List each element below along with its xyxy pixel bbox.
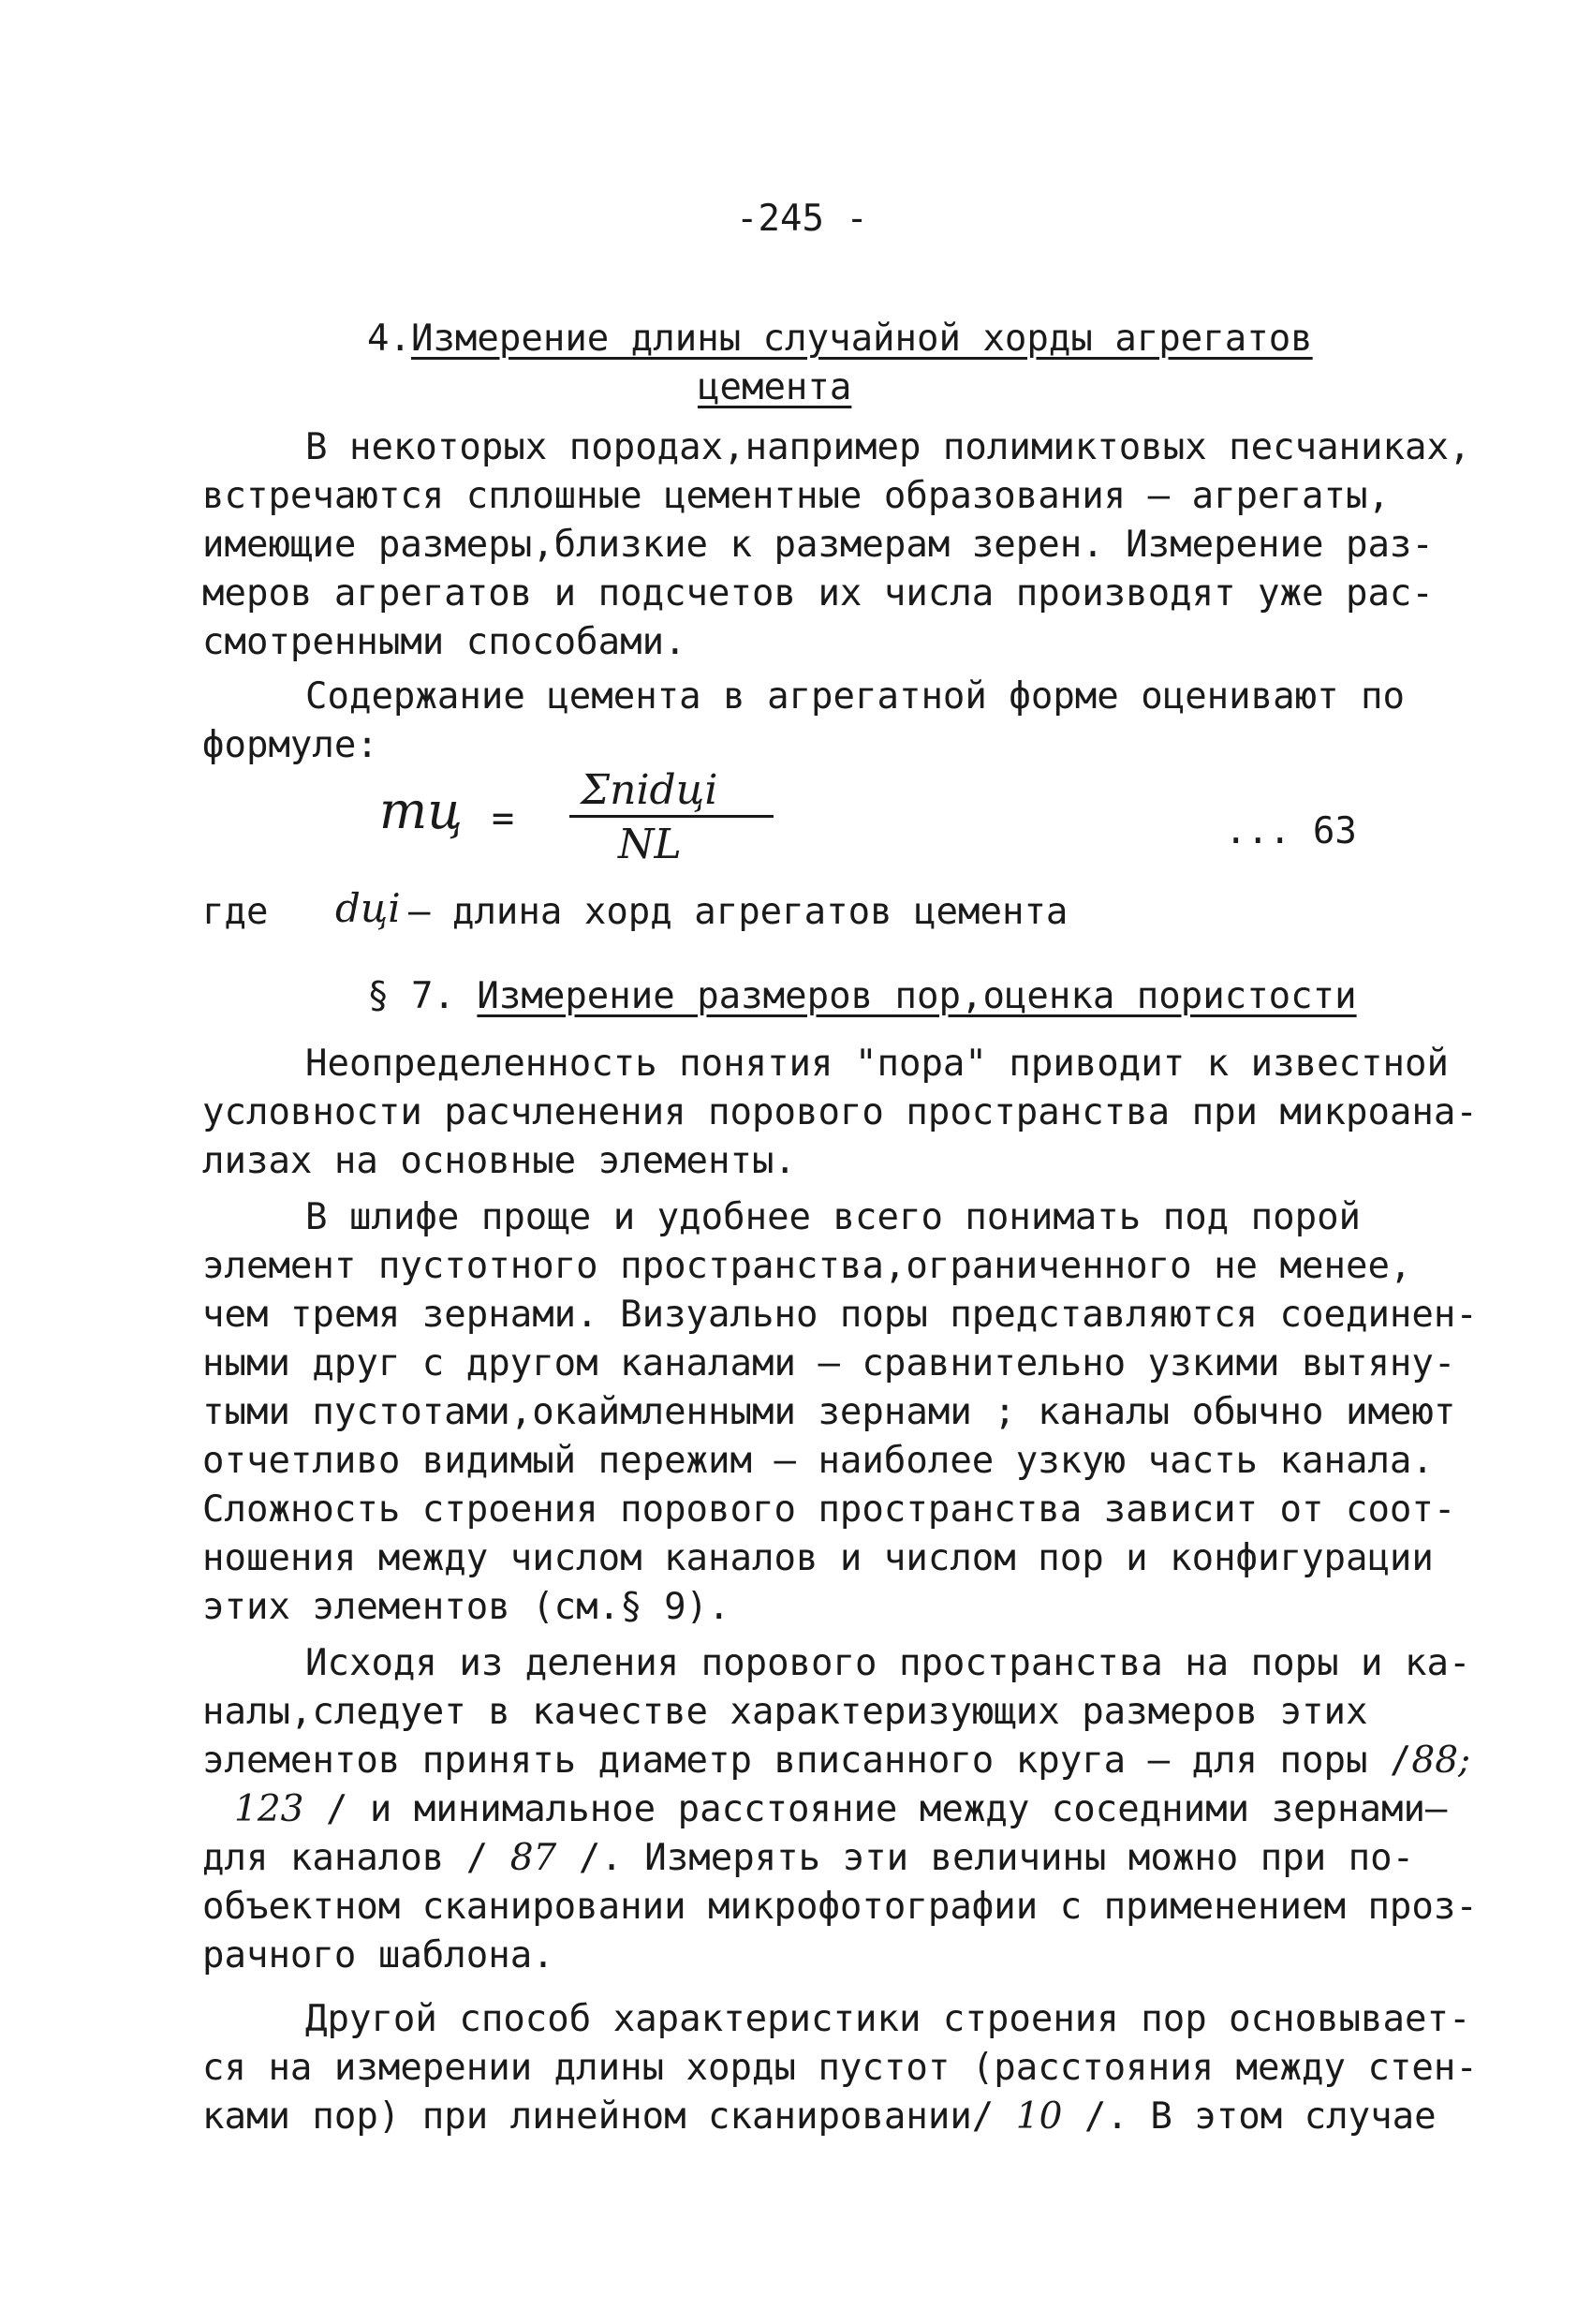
paragraph-4-line: чем тремя зернами. Визуально поры представляются соединен- — [202, 1294, 1478, 1336]
where-text: – длина хорд агрегатов цемента — [408, 891, 1069, 933]
paragraph-5-line — [234, 1785, 1447, 1834]
paragraph-6-text: /. В этом случае — [1083, 2095, 1437, 2138]
citation-ref: 10 — [1015, 2095, 1063, 2138]
section-4-number: 4. — [367, 318, 411, 360]
paragraph-1-line: В некоторых породах,например полимиктовых песчаниках, — [305, 426, 1471, 468]
where-symbol: dцi — [335, 885, 401, 931]
paragraph-5-text: элементов принять диаметр вписанного круга – для поры / — [202, 1739, 1412, 1782]
paragraph-4-line: В шлифе проще и удобнее всего понимать под порой — [305, 1196, 1362, 1238]
paragraph-4-line: элемент пустотного пространства,ограниченного не менее, — [202, 1245, 1412, 1287]
formula-equals: = — [492, 797, 515, 840]
formula-denominator: NL — [618, 821, 682, 868]
paragraph-6-line: ся на измерении длины хорды пустот (расстояния между стен- — [202, 2047, 1478, 2089]
formula-fraction-bar — [569, 815, 774, 818]
formula-number: ... 63 — [1225, 810, 1357, 852]
paragraph-1-line: меров агрегатов и подсчетов их числа производят уже рас- — [202, 572, 1434, 614]
page-number: -245 - — [736, 198, 868, 240]
paragraph-5-line — [202, 1834, 1414, 1883]
paragraph-3-line: Неопределенность понятия "пора" приводит к известной — [305, 1043, 1449, 1085]
paragraph-4-line: Сложность строения порового пространства зависит от соот- — [202, 1488, 1456, 1531]
paragraph-5-line: Исходя из деления порового пространства на поры и ка- — [305, 1642, 1471, 1684]
paragraph-4-line: ными друг с другом каналами – сравнительно узкими вытяну- — [202, 1342, 1456, 1384]
paragraph-5-text: для каналов / — [202, 1837, 489, 1879]
section-4-title-line2: цемента — [698, 366, 852, 408]
paragraph-1-line: имеющие размеры,близкие к размерам зерен. Измерение раз- — [202, 524, 1434, 566]
section-7-title: Измерение размеров пор,оценка пористости — [477, 975, 1357, 1017]
paragraph-5-text: /. Измерять эти величины можно при по- — [578, 1837, 1415, 1879]
paragraph-5-text: / и минимальное расстояние между соседними зернами– — [325, 1788, 1448, 1830]
citation-ref: 123 — [234, 1788, 304, 1830]
paragraph-6-line: Другой способ характеристики строения пор основывает- — [305, 1998, 1471, 2040]
formula-lhs: mц — [379, 781, 463, 840]
where-label: где — [202, 891, 269, 933]
paragraph-1-line: смотренными способами. — [202, 621, 686, 663]
section-7-heading — [367, 972, 1357, 1021]
formula-numerator: Σnidцi — [581, 766, 718, 814]
paragraph-2-line: формуле: — [202, 724, 378, 766]
paragraph-3-line: лизах на основные элементы. — [202, 1140, 796, 1182]
paragraph-4-line: тыми пустотами,окаймленными зернами ; каналы обычно имеют — [202, 1391, 1456, 1433]
citation-ref: 88; — [1411, 1739, 1471, 1782]
paragraph-6-line — [202, 2093, 1437, 2141]
section-7-mark: § 7. — [367, 975, 455, 1017]
paragraph-5-line: объектном сканировании микрофотографии с применением проз- — [202, 1886, 1478, 1928]
citation-ref: 87 — [509, 1837, 557, 1879]
paragraph-4-line: этих элементов (см.§ 9). — [202, 1586, 730, 1628]
paragraph-5-line — [202, 1737, 1470, 1785]
paragraph-1-line: встречаются сплошные цементные образования – агрегаты, — [202, 475, 1390, 517]
paragraph-5-line: налы,следует в качестве характеризующих размеров этих — [202, 1691, 1368, 1733]
paragraph-6-text: ками пор) при линейном сканировании/ — [202, 2095, 995, 2138]
paragraph-2-line: Содержание цемента в агрегатной форме оценивают по — [305, 675, 1405, 718]
paragraph-4-line: отчетливо видимый пережим – наиболее узкую часть канала. — [202, 1440, 1434, 1482]
paragraph-5-line: рачного шаблона. — [202, 1934, 554, 1976]
paragraph-3-line: условности расчленения порового пространства при микроана- — [202, 1091, 1478, 1133]
section-4-title-line1: Измерение длины случайной хорды агрегатов — [410, 318, 1313, 360]
paragraph-4-line: ношения между числом каналов и числом пор и конфигурации — [202, 1537, 1434, 1579]
section-4-heading — [367, 315, 1313, 363]
